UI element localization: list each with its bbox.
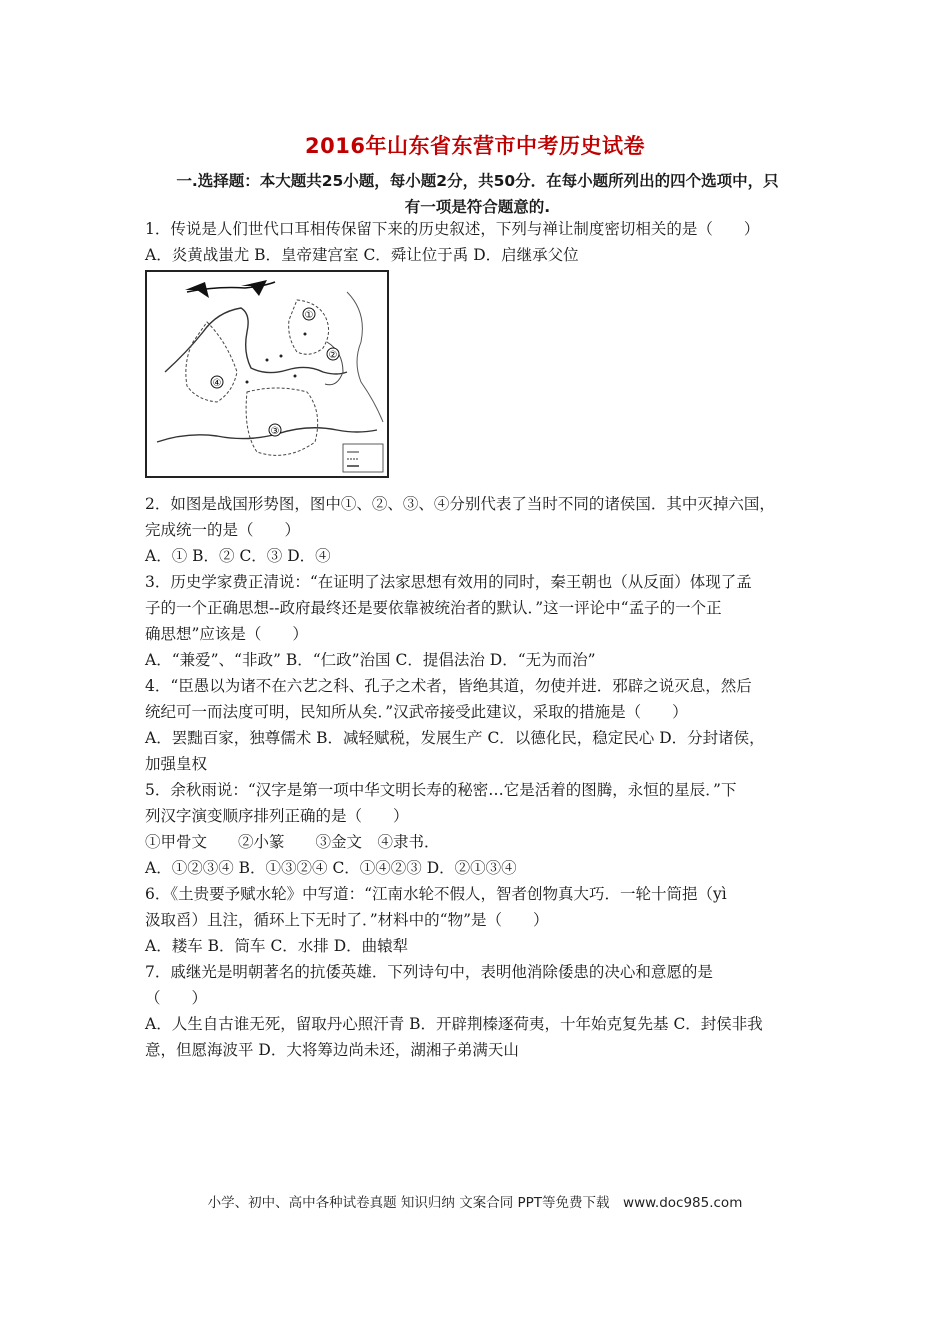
city-dot [294, 375, 297, 378]
yellow-river [165, 308, 347, 374]
question-line: 意，但愿海波平 D．大将筹边尚未还，湖湘子弟满天山 [145, 1041, 519, 1059]
question-line: 2．如图是战国形势图，图中①、②、③、④分别代表了当时不同的诸侯国．其中灭掉六国， [145, 495, 775, 513]
question-line: ①甲骨文 ②小篆 ③金文 ④隶书． [145, 833, 440, 851]
question-line: （ ） [145, 989, 208, 1007]
section-heading-line: 有一项是符合题意的. [404, 198, 551, 216]
question-line: 加强皇权 [145, 755, 208, 773]
map-legend [343, 444, 383, 472]
question-line: A．① B．② C．③ D．④ [145, 547, 331, 565]
question-line: 1．传说是人们世代口耳相传保留下来的历史叙述，下列与禅让制度密切相关的是（ ） [145, 220, 760, 238]
yangtze-river [157, 428, 377, 442]
coastline [347, 292, 383, 422]
state-marker-label: ① [304, 310, 314, 321]
state-marker-label: ② [328, 350, 338, 361]
map-drawing [147, 272, 387, 476]
question-line: 3．历史学家费正清说：“在证明了法家思想有效用的同时，秦王朝也（从反面）体现了孟 [145, 573, 752, 591]
page-title: 2016年山东省东营市中考历史试卷 [305, 134, 645, 158]
question-line: 列汉字演变顺序排列正确的是（ ） [145, 807, 409, 825]
question-line: 汲取舀）且注，循环上下无时了．”材料中的“物”是（ ） [145, 911, 549, 929]
question-line: 4．“臣愚以为诸不在六艺之科、孔子之术者，皆绝其道，勿使并进．邪辟之说灭息，然后 [145, 677, 752, 695]
question-line: A．耧车 B．筒车 C．水排 D．曲辕犁 [145, 937, 409, 955]
question-line: 确思想”应该是（ ） [145, 625, 308, 643]
state-border [186, 322, 237, 402]
question-block-2 [145, 491, 813, 1063]
state-marker-label: ④ [212, 378, 222, 389]
section-heading [145, 168, 810, 220]
city-dot [304, 333, 307, 336]
question-line: 子的一个正确思想--政府最终还是要依靠被统治者的默认．”这一评论中“孟子的一个正 [145, 599, 722, 617]
question-line: 统纪可一而法度可明，民知所从矣．”汉武帝接受此建议，采取的措施是（ ） [145, 703, 688, 721]
question-line: 5．余秋雨说：“汉字是第一项中华文明长寿的秘密…它是活着的图腾，永恒的星辰．”下 [145, 781, 737, 799]
city-dot [280, 355, 283, 358]
question-line: 完成统一的是（ ） [145, 521, 301, 539]
question-line: A．人生自古谁无死，留取丹心照汗青 B．开辟荆榛逐荷夷，十年始克复先基 C．封侯非我 [145, 1015, 763, 1033]
question-line: A．罢黜百家，独尊儒术 B．减轻赋税，发展生产 C．以德化民，稳定民心 D．分封诸侯， [145, 729, 765, 747]
page-footer: 小学、初中、高中各种试卷真题 知识归纳 文案合同 PPT等免费下载 www.doc985.com [207, 1195, 743, 1211]
question-block-1 [145, 216, 813, 268]
question-line: 6．《土贵要予赋水轮》中写道：“江南水轮不假人，智者创物真大巧．一轮十筒挹（yì [145, 885, 727, 903]
question-line: A．①②③④ B．①③②④ C．①④②③ D．②①③④ [145, 859, 517, 877]
question-line: A．“兼爱”、“非政” B．“仁政”治国 C．提倡法治 D．“无为而治” [145, 651, 596, 669]
state-marker-label: ③ [270, 426, 280, 437]
question-line: A．炎黄战蚩尤 B．皇帝建宫室 C．舜让位于禹 D．启继承父位 [145, 246, 579, 264]
city-dot [246, 381, 249, 384]
section-heading-line: 一.选择题：本大题共25小题，每小题2分，共50分．在每小题所列出的四个选项中，只 [176, 172, 779, 190]
warring-states-map [145, 270, 389, 478]
question-line: 7．戚继光是明朝著名的抗倭英雄．下列诗句中，表明他消除倭患的决心和意愿的是 [145, 963, 713, 981]
city-dot [266, 359, 269, 362]
state-border [246, 388, 318, 455]
